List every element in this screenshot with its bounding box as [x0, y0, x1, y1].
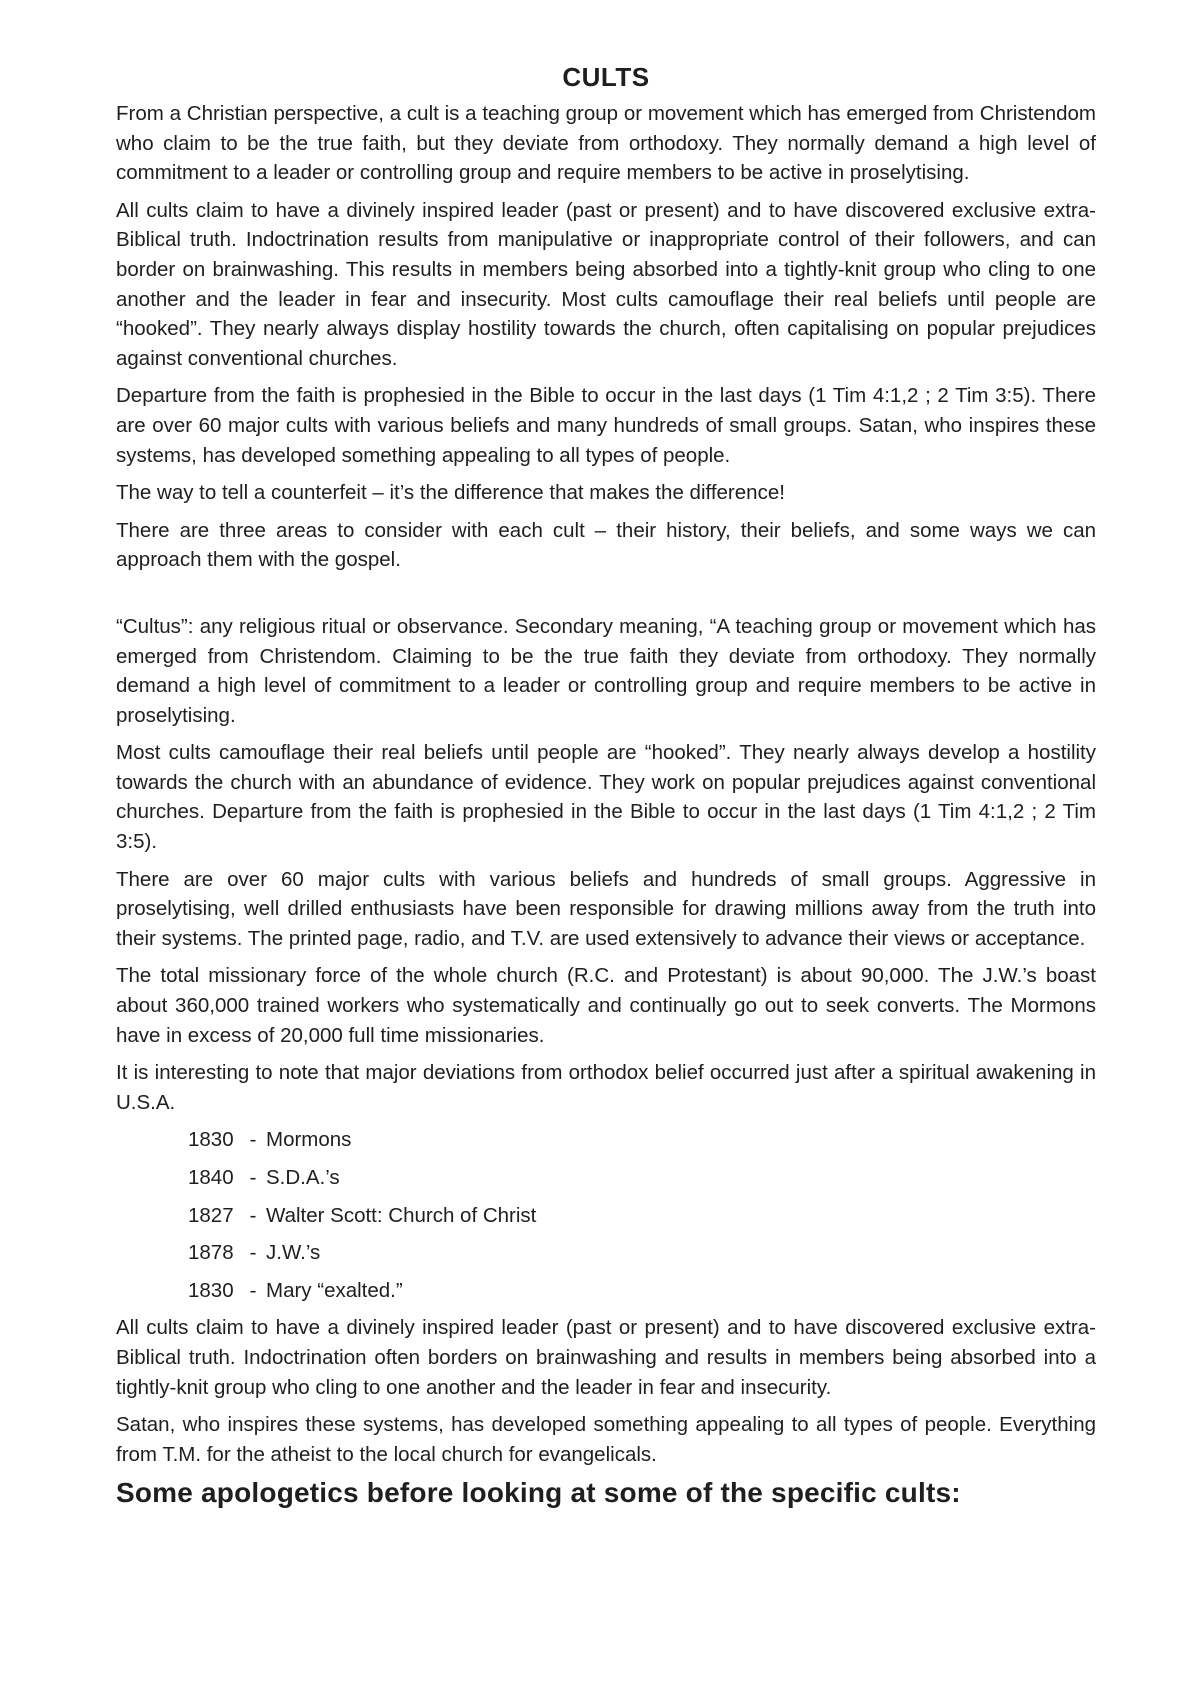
paragraph: There are over 60 major cults with various beliefs and hundreds of small groups. Aggressive in proselytising, well drilled enthusiasts have been responsible for drawing millions away from the truth into their systems. The printed page, radio, and T.V. are used extensively to advance their views or acceptance. [116, 867, 1096, 950]
timeline-dash: - [249, 1203, 257, 1227]
paragraph: All cults claim to have a divinely inspired leader (past or present) and to have discovered exclusive extra-Biblical truth. Indoctrination often borders on brainwashing and results in members being absorbed into a tightly-knit group who cling to one another and the leader in fear and insecurity. [116, 1316, 1096, 1399]
paragraph: The total missionary force of the whole church (R.C. and Protestant) is about 90,000. The J.W.’s boast about 360,000 trained workers who systematically and continually go out to seek converts. The Mormons have in excess of 20,000 full time missionaries. [116, 964, 1096, 1047]
timeline-year: 1878 [188, 1241, 234, 1265]
timeline-year: 1840 [188, 1166, 234, 1189]
paragraph: All cults claim to have a divinely inspired leader (past or present) and to have discovered exclusive extra-Biblical truth. Indoctrination results from manipulative or inappropriate control of their followers, and can border on brainwashing. This results in members being absorbed into a tightly-knit group who cling to one another and the leader in fear and insecurity. Most cults camouflage their real beliefs until people are “hooked”. They nearly always display hostility towards the church, often capitalising on popular prejudices against conventional churches. [116, 198, 1096, 370]
timeline-text: Mormons [266, 1128, 352, 1152]
paragraph: The way to tell a counterfeit – it’s the difference that makes the difference! [116, 481, 785, 505]
timeline-item [188, 1238, 1096, 1268]
blank-line [116, 583, 1096, 612]
timeline-text: S.D.A.’s [266, 1166, 340, 1189]
timeline-dash: - [249, 1128, 257, 1152]
paragraph: Departure from the faith is prophesied in the Bible to occur in the last days (1 Tim 4:1,2 ; 2 Tim 3:5). There are over 60 major cults with various beliefs and many hundreds of small groups. Satan, who inspires these systems, has developed something appealing to all types of people. [116, 384, 1096, 467]
timeline-item [188, 1125, 1096, 1155]
timeline-text: Mary “exalted.” [266, 1278, 403, 1302]
paragraph: From a Christian perspective, a cult is a teaching group or movement which has emerged from Christendom who claim to be the true faith, but they deviate from orthodoxy. They normally demand a high level of commitment to a leader or controlling group and require members to be active in proselytising. [116, 102, 1096, 185]
timeline-item [188, 1276, 1096, 1306]
page-title: CULTS [562, 62, 650, 92]
paragraph: Most cults camouflage their real beliefs until people are “hooked”. They nearly always develop a hostility towards the church with an abundance of evidence. They work on popular prejudices against conventional churches. Departure from the faith is prophesied in the Bible to occur in the last days (1 Tim 4:1,2 ; 2 Tim 3:5). [116, 741, 1096, 854]
timeline-item [188, 1201, 1096, 1231]
timeline-text: J.W.’s [266, 1241, 321, 1265]
timeline-year: 1830 [188, 1128, 234, 1152]
timeline-year: 1827 [188, 1203, 234, 1227]
timeline-year: 1830 [188, 1278, 234, 1302]
document-page [116, 62, 1096, 1509]
paragraph: “Cultus”: any religious ritual or observance. Secondary meaning, “A teaching group or movement which has emerged from Christendom. Claiming to be the true faith they deviate from orthodoxy. They normally demand a high level of commitment to a leader or controlling group and require members to be active in proselytising. [116, 614, 1096, 727]
timeline-dash: - [249, 1278, 257, 1302]
paragraph: It is interesting to note that major deviations from orthodox belief occurred just after a spiritual awakening in U.S.A. [116, 1061, 1096, 1114]
timeline-item [188, 1163, 1096, 1193]
timeline-text: Walter Scott: Church of Christ [266, 1203, 537, 1227]
timeline-dash: - [249, 1166, 257, 1189]
paragraph: Satan, who inspires these systems, has developed something appealing to all types of people. Everything from T.M. for the atheist to the local church for evangelicals. [116, 1413, 1096, 1466]
paragraph: There are three areas to consider with each cult – their history, their beliefs, and some ways we can approach them with the gospel. [116, 518, 1096, 572]
section-heading: Some apologetics before looking at some of the specific cults: [116, 1477, 961, 1509]
timeline-list [188, 1125, 1096, 1305]
timeline-dash: - [249, 1241, 257, 1265]
